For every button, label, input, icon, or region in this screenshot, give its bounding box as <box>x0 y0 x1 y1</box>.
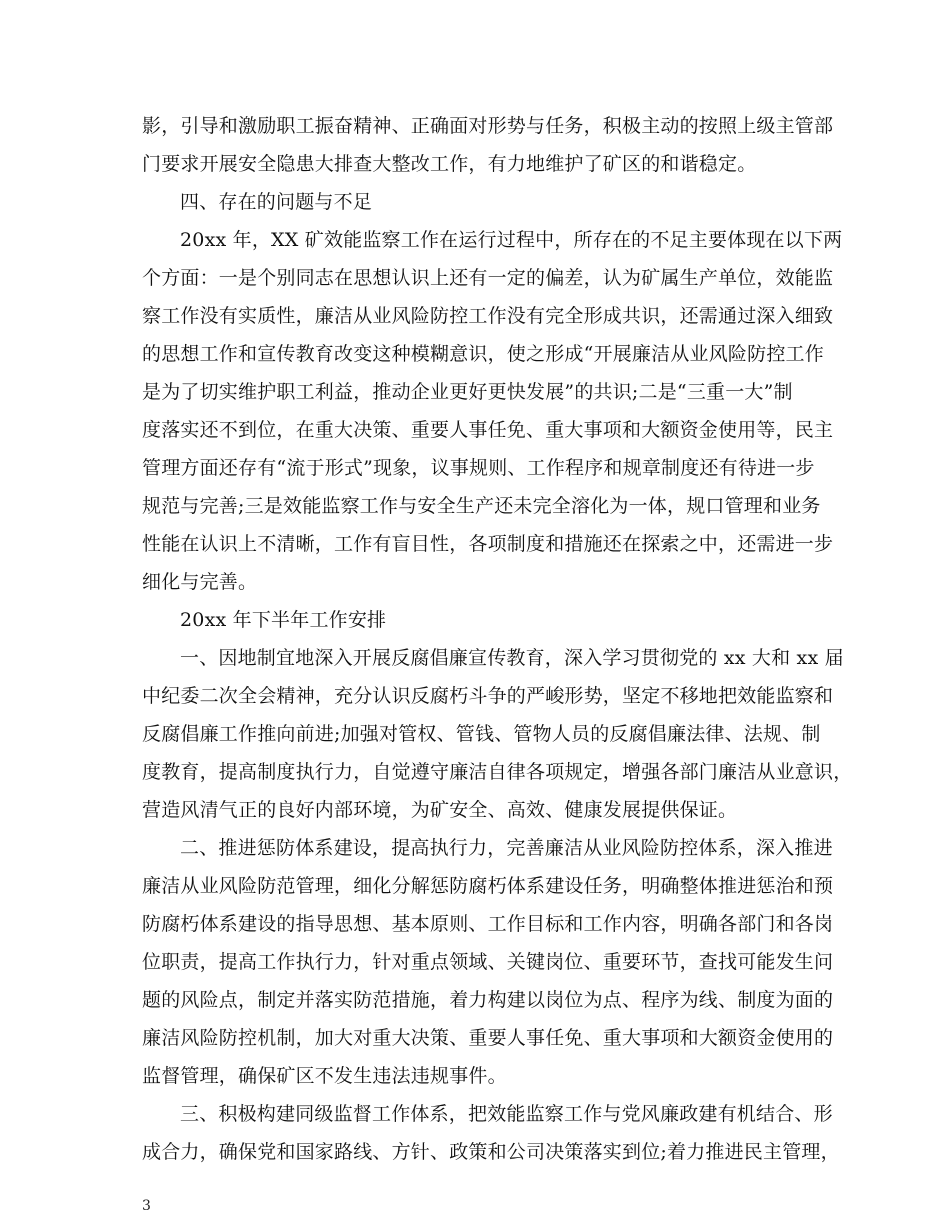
text-line: 度落实还不到位，在重大决策、重要人事任免、重大事项和大额资金使用等，民主 <box>142 419 834 441</box>
text-line: 门要求开展安全隐患大排查大整改工作，有力地维护了矿区的和谐稳定。 <box>142 153 757 175</box>
text-line: 反腐倡廉工作推向前进;加强对管权、管钱、管物人员的反腐倡廉法律、法规、制 <box>142 723 821 745</box>
text-line: 位职责，提高工作执行力，针对重点领域、关键岗位、重要环节，查找可能发生问 <box>142 951 834 973</box>
text-line: 管理方面还存有“流于形式”现象，议事规则、工作程序和规章制度还有待进一步 <box>142 457 815 479</box>
text-line: 成合力，确保党和国家路线、方针、政策和公司决策落实到位;着力推进民主管理， <box>142 1141 840 1163</box>
text-line: 二、推进惩防体系建设，提高执行力，完善廉洁从业风险防控体系，深入推进 <box>180 837 833 859</box>
text-line: 20xx 年，XX 矿效能监察工作在运行过程中，所存在的不足主要体现在以下两 <box>180 229 843 251</box>
text-line: 廉洁风险防控机制，加大对重大决策、重要人事任免、重大事项和大额资金使用的 <box>142 1027 834 1049</box>
text-line: 察工作没有实质性，廉洁从业风险防控工作没有完全形成共识，还需通过深入细致 <box>142 305 834 327</box>
text-line: 中纪委二次全会精神，充分认识反腐朽斗争的严峻形势，坚定不移地把效能监察和 <box>142 685 834 707</box>
text-line: 影，引导和激励职工振奋精神、正确面对形势与任务，积极主动的按照上级主管部 <box>142 115 834 137</box>
text-line: 性能在认识上不清晰，工作有盲目性，各项制度和措施还在探索之中，还需进一步 <box>142 533 834 555</box>
text-line: 监督管理，确保矿区不发生违法违规事件。 <box>142 1065 507 1087</box>
text-line: 细化与完善。 <box>142 571 258 593</box>
section-heading: 四、存在的问题与不足 <box>180 191 373 213</box>
text-line: 三、积极构建同级监督工作体系，把效能监察工作与党风廉政建有机结合、形 <box>180 1103 833 1125</box>
text-line: 个方面：一是个别同志在思想认识上还有一定的偏差，认为矿属生产单位，效能监 <box>142 267 834 289</box>
text-line: 廉洁从业风险防范管理，细化分解惩防腐朽体系建设任务，明确整体推进惩治和预 <box>142 875 834 897</box>
text-line: 是为了切实维护职工利益，推动企业更好更快发展”的共识;二是“三重一大”制 <box>142 381 793 403</box>
text-line: 防腐朽体系建设的指导思想、基本原则、工作目标和工作内容，明确各部门和各岗 <box>142 913 834 935</box>
section-heading: 20xx 年下半年工作安排 <box>180 609 387 631</box>
text-line: 的思想工作和宣传教育改变这种模糊意识，使之形成“开展廉洁从业风险防控工作 <box>142 343 824 365</box>
page-number: 3 <box>142 1198 151 1214</box>
text-line: 规范与完善;三是效能监察工作与安全生产还未完全溶化为一体，规口管理和业务 <box>142 495 821 517</box>
text-line: 度教育，提高制度执行力，自觉遵守廉洁自律各项规定，增强各部门廉洁从业意识， <box>142 761 853 783</box>
text-line: 题的风险点，制定并落实防范措施，着力构建以岗位为点、程序为线、制度为面的 <box>142 989 834 1011</box>
text-line: 营造风清气正的良好内部环境，为矿安全、高效、健康发展提供保证。 <box>142 799 738 821</box>
text-line: 一、因地制宜地深入开展反腐倡廉宣传教育，深入学习贯彻党的 xx 大和 xx 届 <box>180 647 844 669</box>
